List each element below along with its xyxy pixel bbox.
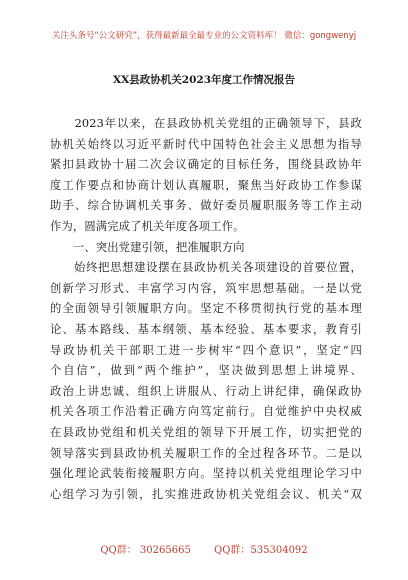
body-line: 的全面领导引领履职方向。坚定不移贯彻执行党的基本理 [50, 302, 362, 316]
body-line: 论、基本路线、基本纲领、基本经验、基本要求，教育引 [50, 322, 362, 336]
body-line: 导政协机关干部职工进一步树牢“四个意识”，坚定“四 [50, 343, 362, 357]
body-line: 政治上讲忠诚、组织上讲服从、行动上讲纪律，确保政协 [50, 384, 362, 398]
body-line: 在县政协党组和机关党组的领导下开展工作，切实把党的 [50, 425, 362, 439]
body-line: 紧扣县政协十届二次会议确定的目标任务，围绕县政协年 [50, 158, 362, 172]
document-title: XX县政协机关2023年度工作情况报告 [112, 74, 296, 86]
body-line: 2023年以来，在县政协机关党组的正确领导下，县政 [50, 117, 362, 130]
body-line: 创新学习形式、丰富学习内容，筑牢思想基础。一是以党 [50, 281, 362, 295]
footer-qq-group-1: QQ群： 30265665 [100, 545, 191, 556]
section-heading: 一、突出党建引领，把准履职方向 [50, 240, 245, 254]
body-line: 作为，圆满完成了机关年度各项工作。 [50, 219, 245, 233]
body-line: 心组学习为引领，扎实推进政协机关党组会议、机关“双 [50, 487, 362, 501]
body-line: 机关各项工作沿着正确方向笃定前行。自觉维护中央权威 [50, 405, 362, 419]
body-line: 协机关始终以习近平新时代中国特色社会主义思想为指导 [50, 137, 362, 151]
body-line: 度工作要点和协商计划认真履职，聚焦当好政协工作参谋 [50, 178, 362, 192]
promo-banner: 关注头条号“公文研究”，获得最新最全最专业的公文资料库！ 微信：gongwenyj [51, 31, 357, 41]
document-body [50, 114, 362, 505]
footer-contact [0, 541, 408, 556]
body-line: 领导落实到县政协机关履职工作的全过程各环节。二是以 [50, 446, 362, 460]
footer-qq-group-2: QQ群：535304092 [214, 545, 308, 556]
body-line: 强化理论武装衔接履职方向。坚持以机关党组理论学习中 [50, 467, 362, 481]
body-line: 助手、综合协调机关事务、做好委员履职服务等工作主动 [50, 199, 362, 213]
body-line: 始终把思想建设摆在县政协机关各项建设的首要位置， [50, 261, 362, 275]
body-line: 个自信”，做到“两个维护”，坚决做到思想上讲境界、 [50, 364, 362, 378]
